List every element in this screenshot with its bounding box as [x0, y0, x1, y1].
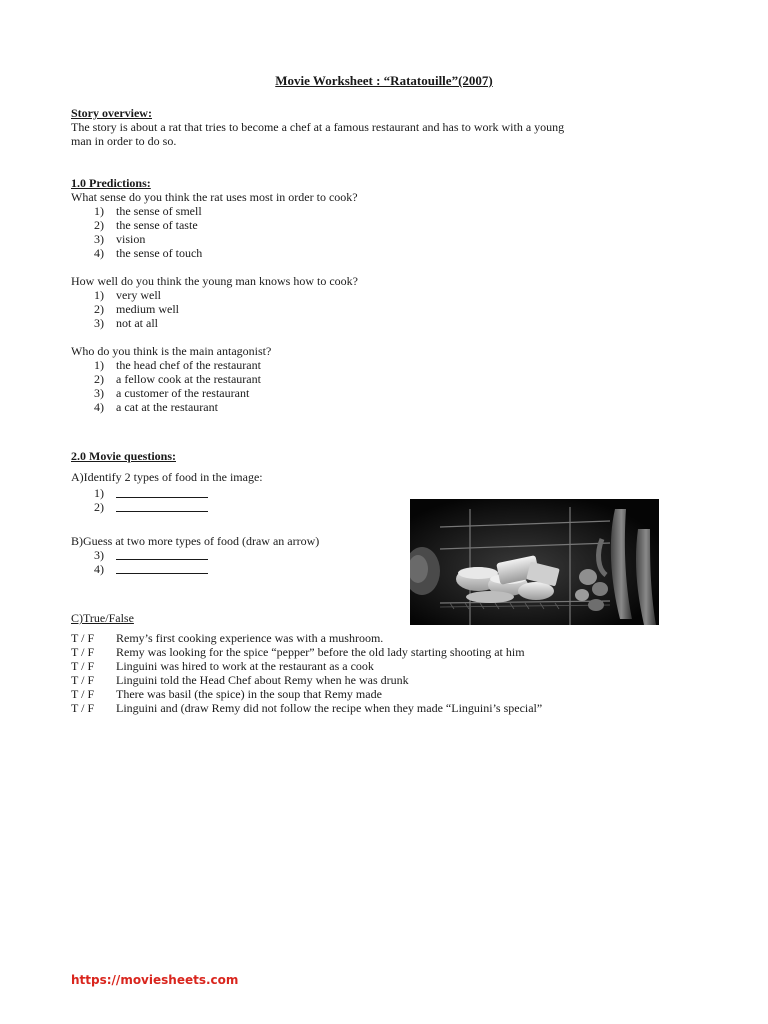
movie-still-image	[410, 499, 659, 625]
story-overview-line-2: man in order to do so.	[71, 134, 177, 148]
true-false-heading: C)True/False	[71, 611, 134, 625]
true-false-section	[71, 611, 711, 715]
predictions-heading: 1.0 Predictions:	[71, 176, 151, 190]
tf-marker[interactable]: T / F	[71, 645, 95, 659]
option-item: 4) a cat at the restaurant	[94, 400, 218, 414]
answer-blank-3[interactable]	[116, 548, 208, 560]
prediction-question-2: How well do you think the young man knows how to cook?	[71, 274, 358, 288]
answer-blank-item[interactable]: 3)	[71, 548, 711, 562]
option-item: 3) a customer of the restaurant	[94, 386, 250, 400]
prediction-options-3	[71, 358, 711, 414]
answer-blank-2[interactable]	[116, 500, 208, 512]
story-overview-section	[71, 106, 711, 148]
option-item: 3) not at all	[94, 316, 158, 330]
story-overview-line-1: The story is about a rat that tries to become a chef at a famous restaurant and has to work with a young	[71, 120, 565, 134]
prediction-block-3	[71, 344, 711, 414]
option-item: 4) the sense of touch	[94, 246, 203, 260]
answer-blank-item[interactable]: 1)	[71, 486, 711, 500]
prediction-question-1: What sense do you think the rat uses most in order to cook?	[71, 190, 358, 204]
tf-item: T / F Linguini was hired to work at the restaurant as a cook	[71, 659, 374, 673]
option-item: 1) very well	[94, 288, 161, 302]
movie-questions-heading: 2.0 Movie questions:	[71, 449, 176, 463]
prediction-block-2	[71, 274, 711, 330]
prediction-options-1	[71, 204, 711, 260]
prediction-options-2	[71, 288, 711, 330]
answer-blank-4[interactable]	[116, 562, 208, 574]
true-false-list	[71, 631, 711, 715]
option-item: 3) vision	[94, 232, 146, 246]
tf-item: T / F There was basil (the spice) in the soup that Remy made	[71, 687, 382, 701]
tf-item: T / F Remy was looking for the spice “pepper” before the old lady starting shooting at him	[71, 645, 525, 659]
option-item: 2) medium well	[94, 302, 179, 316]
tf-marker[interactable]: T / F	[71, 673, 95, 687]
answer-blank-1[interactable]	[116, 486, 208, 498]
option-item: 1) the sense of smell	[94, 204, 202, 218]
option-item: 2) the sense of taste	[94, 218, 198, 232]
answer-blank-item[interactable]: 4)	[71, 562, 711, 576]
option-item: 2) a fellow cook at the restaurant	[94, 372, 261, 386]
tf-item: T / F Linguini told the Head Chef about Remy when he was drunk	[71, 673, 409, 687]
question-a-prompt: A)Identify 2 types of food in the image:	[71, 470, 263, 484]
answer-blank-item[interactable]: 2)	[71, 500, 711, 514]
page-title: Movie Worksheet : “Ratatouille”(2007)	[275, 73, 493, 88]
tf-marker[interactable]: T / F	[71, 659, 95, 673]
story-overview-heading: Story overview:	[71, 106, 152, 120]
option-item: 1) the head chef of the restaurant	[94, 358, 261, 372]
footer-link[interactable]: https://moviesheets.com	[71, 973, 239, 987]
question-b-prompt: B)Guess at two more types of food (draw an arrow)	[71, 534, 320, 548]
predictions-section	[71, 176, 711, 260]
tf-marker[interactable]: T / F	[71, 631, 95, 645]
tf-marker[interactable]: T / F	[71, 701, 95, 715]
tf-item: T / F Remy’s first cooking experience was with a mushroom.	[71, 631, 384, 645]
movie-still-drawing	[410, 499, 659, 625]
tf-marker[interactable]: T / F	[71, 687, 95, 701]
prediction-question-3: Who do you think is the main antagonist?	[71, 344, 272, 358]
tf-item: T / F Linguini and (draw Remy did not follow the recipe when they made “Linguini’s special”	[71, 701, 543, 715]
